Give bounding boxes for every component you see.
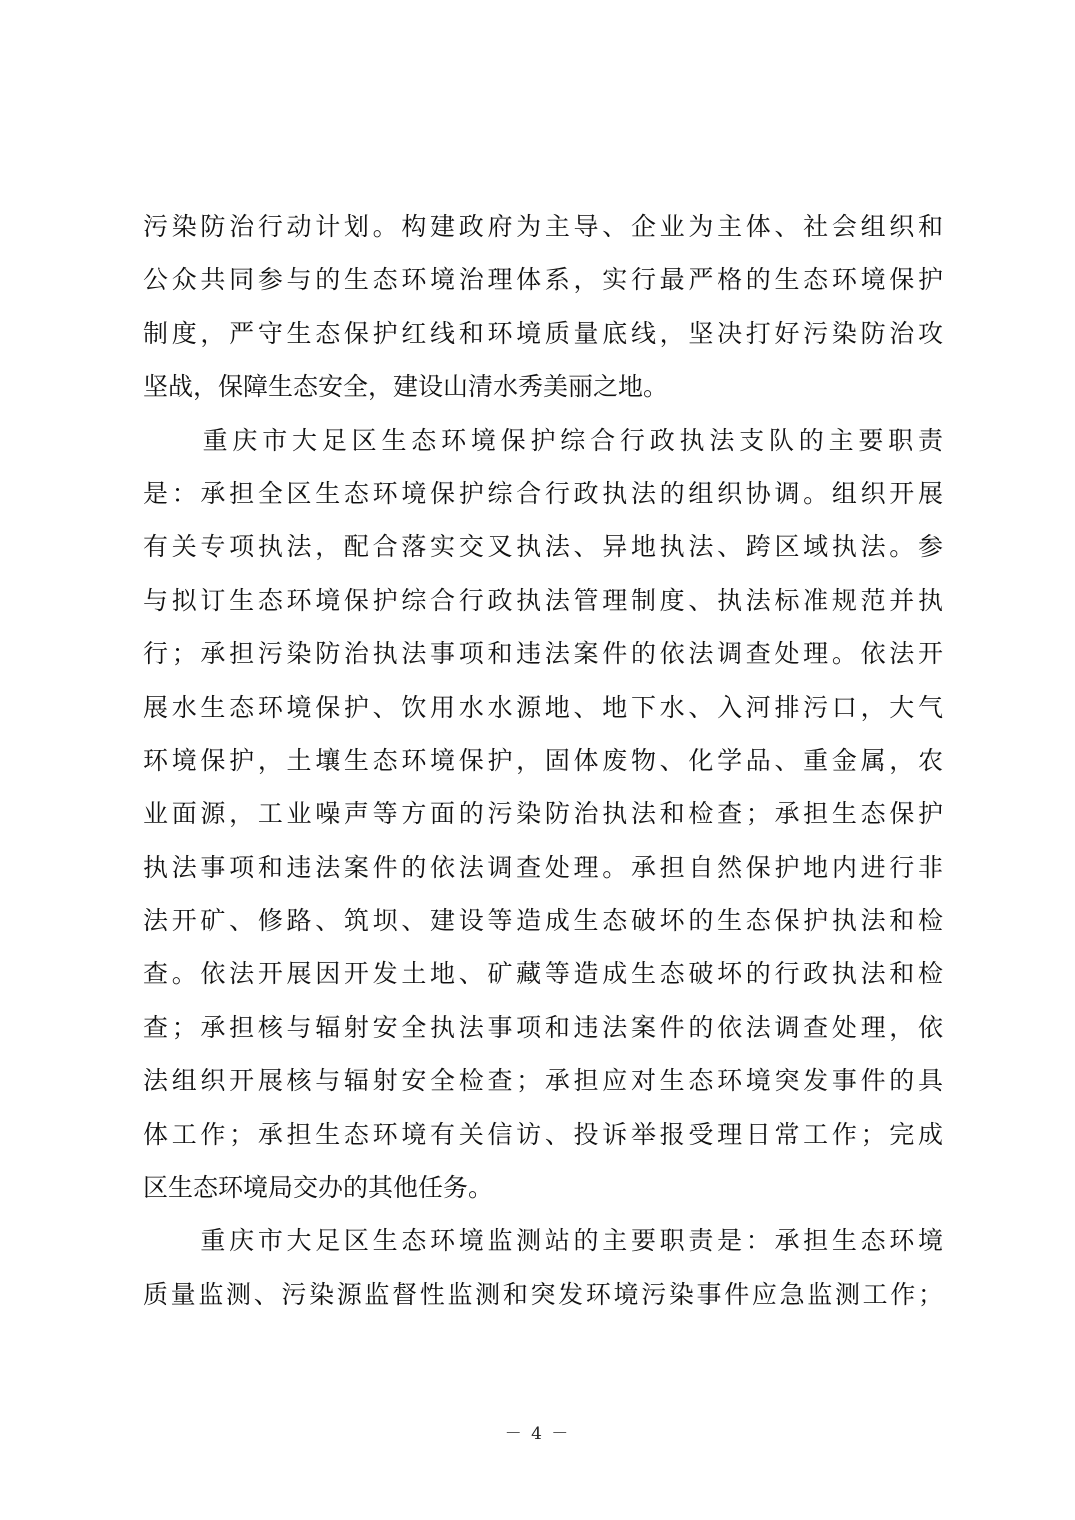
text-line: 区生态环境局交办的其他任务。	[143, 1173, 494, 1203]
text-line: 法组织开展核与辐射安全检查；承担应对生态环境突发事件的具	[143, 1066, 943, 1096]
page-number: － 4 －	[504, 1424, 571, 1444]
text-line: 制度，严守生态保护红线和环境质量底线，坚决打好污染防治攻	[143, 318, 943, 348]
text-line: 公众共同参与的生态环境治理体系，实行最严格的生态环境保护	[143, 265, 943, 295]
text-line: 是：承担全区生态环境保护综合行政执法的组织协调。组织开展	[143, 478, 943, 508]
text-line: 体工作；承担生态环境有关信访、投诉举报受理日常工作；完成	[143, 1119, 943, 1149]
text-line: 环境保护，土壤生态环境保护，固体废物、化学品、重金属，农	[143, 745, 943, 775]
text-line: 行；承担污染防治执法事项和违法案件的依法调查处理。依法开	[143, 639, 943, 669]
text-line: 坚战，保障生态安全，建设山清水秀美丽之地。	[143, 372, 669, 402]
text-line: 有关专项执法，配合落实交叉执法、异地执法、跨区域执法。参	[143, 532, 943, 562]
text-line: 展水生态环境保护、饮用水水源地、地下水、入河排污口，大气	[143, 692, 943, 722]
text-line: 质量监测、污染源监督性监测和突发环境污染事件应急监测工作；	[143, 1279, 943, 1309]
text-line: 执法事项和违法案件的依法调查处理。承担自然保护地内进行非	[143, 852, 943, 882]
text-line: 法开矿、修路、筑坝、建设等造成生态破坏的生态保护执法和检	[143, 906, 943, 936]
text-line: 查。依法开展因开发土地、矿藏等造成生态破坏的行政执法和检	[143, 959, 943, 989]
text-line: 查；承担核与辐射安全执法事项和违法案件的依法调查处理，依	[143, 1012, 943, 1042]
body-text	[143, 200, 943, 1321]
text-line: 重庆市大足区生态环境监测站的主要职责是：承担生态环境	[143, 1226, 943, 1256]
text-line: 污染防治行动计划。构建政府为主导、企业为主体、社会组织和	[143, 212, 943, 241]
text-line: 重庆市大足区生态环境保护综合行政执法支队的主要职责	[143, 425, 943, 455]
text-line: 与拟订生态环境保护综合行政执法管理制度、执法标准规范并执	[143, 585, 943, 615]
text-line: 业面源，工业噪声等方面的污染防治执法和检查；承担生态保护	[143, 799, 943, 829]
